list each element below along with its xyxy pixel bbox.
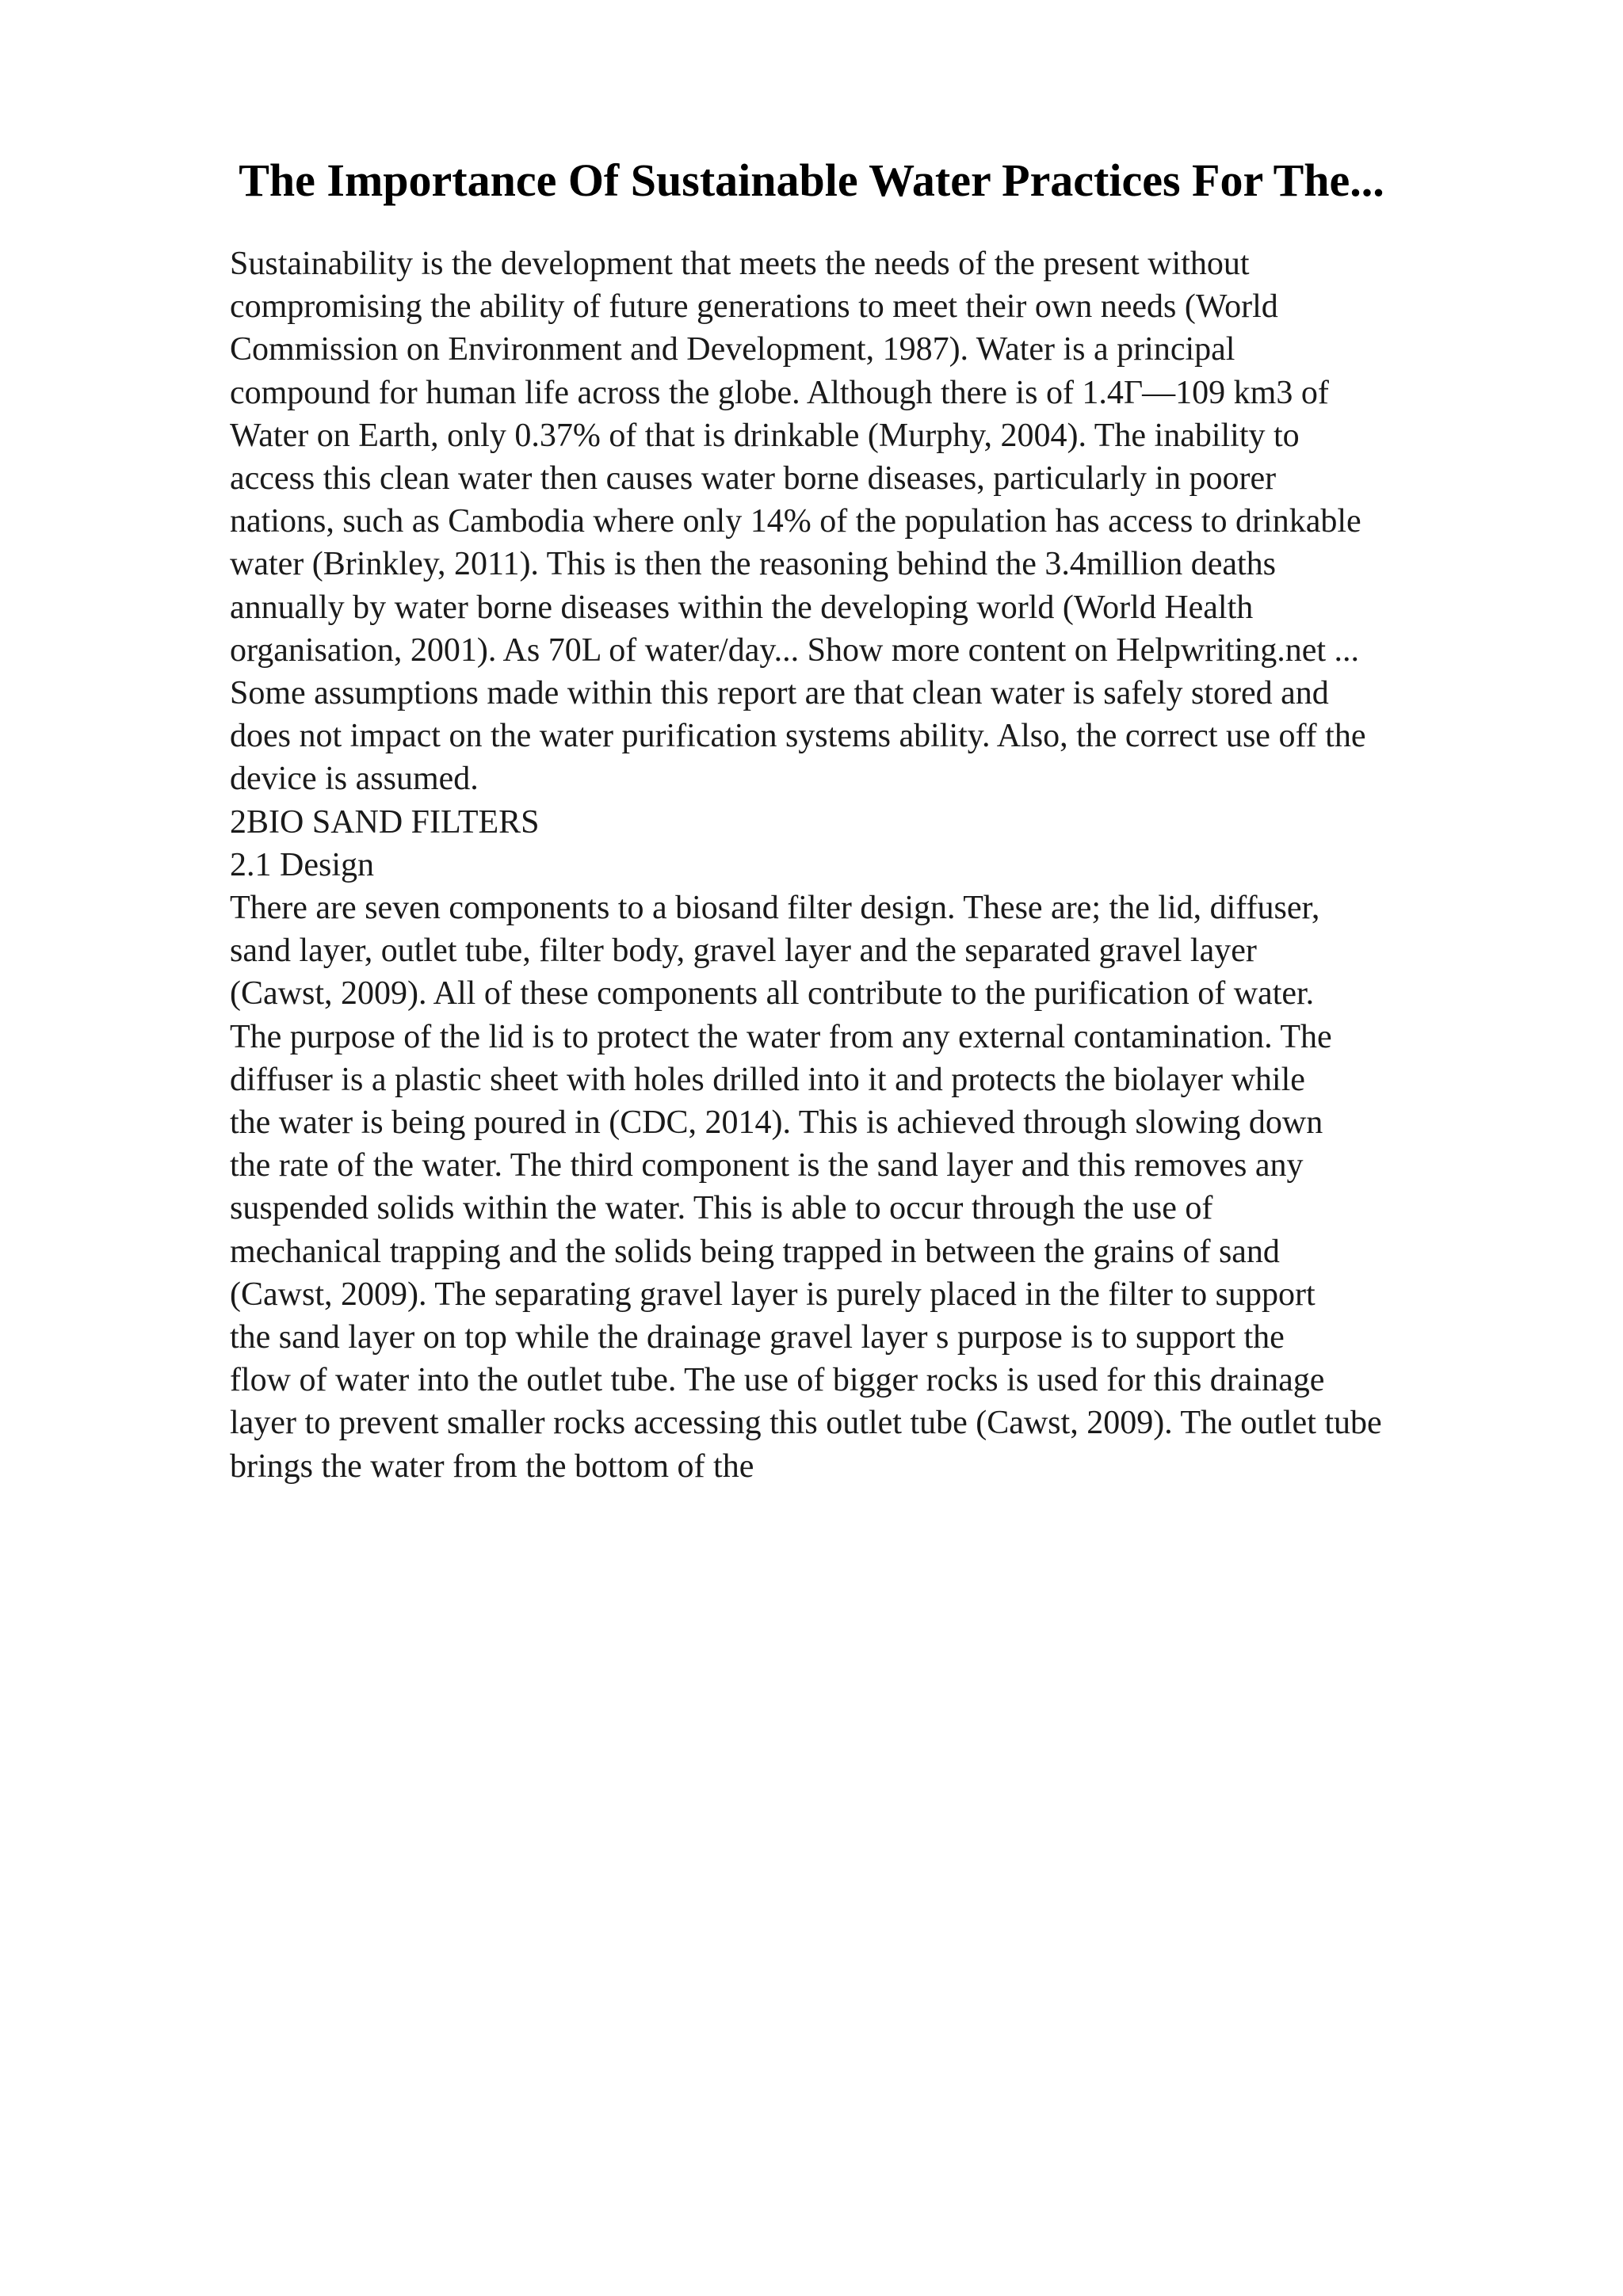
body-line: sand layer, outlet tube, filter body, gravel layer and the separated gravel layer [230,933,1257,970]
body-line: the sand layer on top while the drainage gravel layer s purpose is to support the [230,1319,1285,1356]
body-line: layer to prevent smaller rocks accessing this outlet tube (Cawst, 2009). The outlet tube [230,1405,1382,1442]
body-line: flow of water into the outlet tube. The use of bigger rocks is used for this drainage [230,1362,1325,1399]
body-line: does not impact on the water purification systems ability. Also, the correct use off the [230,718,1366,755]
body-line: water (Brinkley, 2011). This is then the reasoning behind the 3.4million deaths [230,546,1277,583]
body-line: compound for human life across the globe. Although there is of 1.4Г—109 km3 of [230,374,1329,411]
body-line: Some assumptions made within this report are that clean water is safely stored and [230,675,1329,712]
body-line: Commission on Environment and Development, 1987). Water is a principal [230,331,1235,368]
body-line: The purpose of the lid is to protect the water from any external contamination. The [230,1018,1332,1055]
body-line: There are seven components to a biosand filter design. These are; the lid, diffuser, [230,890,1320,927]
body-line: suspended solids within the water. This is able to occur through the use of [230,1190,1213,1227]
body-line: brings the water from the bottom of the [230,1447,754,1485]
body-line: the rate of the water. The third component is the sand layer and this removes any [230,1147,1304,1184]
body-line: Sustainability is the development that meets the needs of the present without [230,246,1250,282]
body-line: access this clean water then causes water borne diseases, particularly in poorer [230,460,1277,498]
body-line: organisation, 2001). As 70L of water/day... Show more content on Helpwriting.net ... [230,631,1360,669]
document-body [230,242,1623,1488]
body-line: nations, such as Cambodia where only 14% of the population has access to drinkable [230,503,1361,540]
document-title: The Importance Of Sustainable Water Practices For The... [239,154,1384,206]
body-line: (Cawst, 2009). All of these components all contribute to the purification of water. [230,975,1315,1013]
body-line: (Cawst, 2009). The separating gravel layer is purely placed in the filter to support [230,1276,1316,1313]
body-line: the water is being poured in (CDC, 2014). This is achieved through slowing down [230,1104,1323,1142]
body-line: device is assumed. [230,761,479,798]
body-line: annually by water borne diseases within the developing world (World Health [230,589,1254,626]
body-line: Water on Earth, only 0.37% of that is drinkable (Murphy, 2004). The inability to [230,417,1300,454]
body-line: mechanical trapping and the solids being trapped in between the grains of sand [230,1233,1280,1270]
section-heading: 2BIO SAND FILTERS [230,803,540,841]
subsection-heading: 2.1 Design [230,846,374,883]
body-line: compromising the ability of future generations to meet their own needs (World [230,288,1278,326]
body-line: diffuser is a plastic sheet with holes drilled into it and protects the biolayer while [230,1061,1305,1098]
